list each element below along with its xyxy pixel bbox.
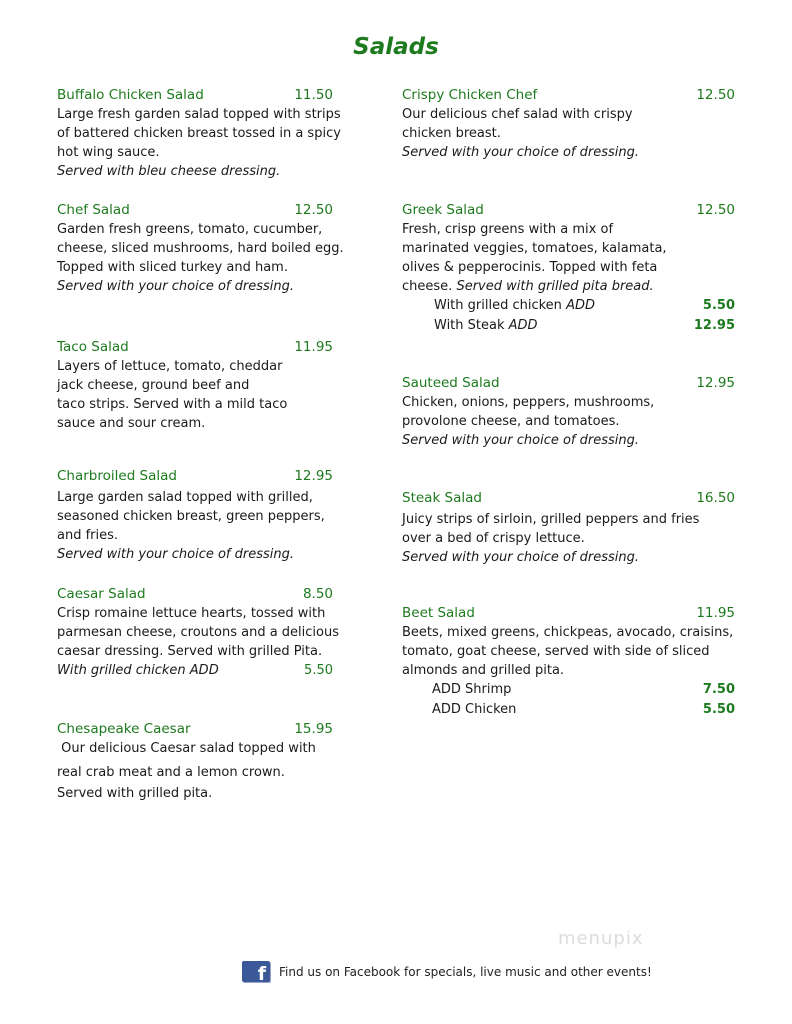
item-description: Our delicious chef salad with crispy (402, 107, 633, 122)
facebook-icon[interactable] (242, 961, 270, 982)
item-note: Served with bleu cheese dressing. (57, 164, 281, 179)
item-description: Beets, mixed greens, chickpeas, avocado, craisins, (402, 625, 734, 640)
item-description: marinated veggies, tomatoes, kalamata, (402, 241, 667, 256)
addon-label: ADD Shrimp (432, 682, 512, 697)
item-name: Sauteed Salad (402, 375, 500, 391)
item-name: Caesar Salad (57, 586, 146, 602)
item-note: Served with your choice of dressing. (57, 279, 295, 294)
item-description: Crisp romaine lettuce hearts, tossed with (57, 606, 326, 621)
item-name: Taco Salad (57, 339, 129, 355)
item-description: provolone cheese, and tomatoes. (402, 414, 620, 429)
item-price: 12.50 (696, 202, 735, 218)
menu-item-taco-salad (57, 338, 333, 433)
menu-item-greek-salad (402, 201, 735, 336)
item-name: Buffalo Chicken Salad (57, 87, 204, 103)
item-description: parmesan cheese, croutons and a delicious (57, 625, 340, 640)
item-description: Fresh, crisp greens with a mix of (402, 222, 614, 237)
addon-add: ADD (508, 318, 538, 333)
item-description: of battered chicken breast tossed in a spicy (57, 126, 341, 141)
menu-item-crispy-chicken-chef (402, 86, 735, 162)
item-description-end: cheese. (402, 279, 453, 294)
item-description: real crab meat and a lemon crown. (57, 765, 285, 780)
item-description: Garden fresh greens, tomato, cucumber, (57, 222, 323, 237)
item-name: Greek Salad (402, 202, 484, 218)
item-description: jack cheese, ground beef and (57, 378, 250, 393)
menu-item-steak-salad (402, 489, 735, 567)
item-description: Served with grilled pita. (57, 786, 213, 801)
item-addon (402, 296, 735, 316)
item-price: 12.50 (294, 202, 333, 218)
item-addon (402, 700, 735, 720)
item-price: 11.50 (294, 87, 333, 103)
addon-price: 12.95 (693, 318, 735, 333)
addon-price: 5.50 (702, 298, 735, 313)
item-price: 11.95 (696, 605, 735, 621)
item-description: Chicken, onions, peppers, mushrooms, (402, 395, 655, 410)
addon-price: 5.50 (304, 663, 333, 678)
menu-item-charbroiled-salad (57, 467, 333, 564)
item-price: 12.50 (696, 87, 735, 103)
footer-text: Find us on Facebook for specials, live music and other events! (279, 964, 652, 979)
facebook-glyph: f (257, 963, 266, 982)
item-price: 12.95 (696, 375, 735, 391)
addon-add: ADD (566, 298, 595, 313)
item-price: 12.95 (294, 468, 333, 484)
item-description: Topped with sliced turkey and ham. (57, 260, 288, 275)
item-description: tomato, goat cheese, served with side of sliced (402, 644, 710, 659)
addon-text: With Steak (434, 318, 505, 333)
item-name: Crispy Chicken Chef (402, 87, 538, 103)
item-description: olives & pepperocinis. Topped with feta (402, 260, 658, 275)
item-price: 15.95 (294, 721, 333, 737)
addon-text: With grilled chicken (434, 298, 562, 313)
item-note: Served with your choice of dressing. (402, 433, 640, 448)
item-addon (402, 680, 735, 700)
item-description: and fries. (57, 528, 119, 543)
menu-item-chef-salad (57, 201, 344, 296)
item-description: sauce and sour cream. (57, 416, 206, 431)
addon-label: ADD Chicken (432, 702, 517, 717)
menu-item-caesar-salad (57, 585, 340, 680)
item-name: Chesapeake Caesar (57, 721, 191, 737)
item-note: Served with your choice of dressing. (57, 547, 295, 562)
addon-label (434, 316, 538, 336)
item-description: Juicy strips of sirloin, grilled peppers and fries (402, 512, 700, 527)
item-description: Our delicious Caesar salad topped with (57, 741, 316, 756)
item-name: Steak Salad (402, 490, 482, 506)
addon-label (434, 296, 595, 316)
footer (242, 961, 652, 982)
item-note: Served with your choice of dressing. (402, 145, 640, 160)
item-addon (402, 316, 735, 336)
item-price: 8.50 (302, 586, 333, 602)
item-description: caesar dressing. Served with grilled Pita. (57, 644, 323, 659)
menu-item-buffalo-chicken-salad (57, 86, 341, 181)
addon-price: 5.50 (702, 702, 735, 717)
item-name: Charbroiled Salad (57, 468, 177, 484)
item-description: over a bed of crispy lettuce. (402, 531, 585, 546)
item-description: Large garden salad topped with grilled, (57, 490, 313, 505)
item-description: almonds and grilled pita. (402, 663, 565, 678)
item-name: Chef Salad (57, 202, 130, 218)
item-note: Served with grilled pita bread. (456, 279, 654, 294)
item-description: seasoned chicken breast, green peppers, (57, 509, 325, 524)
item-description: cheese, sliced mushrooms, hard boiled egg. (57, 241, 344, 256)
item-description: hot wing sauce. (57, 145, 160, 160)
item-price: 16.50 (696, 490, 735, 506)
addon-label: With grilled chicken ADD (57, 663, 219, 678)
watermark: menupix (558, 928, 644, 949)
item-addon (57, 661, 333, 680)
menu-item-chesapeake-caesar (57, 720, 333, 803)
menu-item-beet-salad (402, 604, 735, 720)
item-note: Served with your choice of dressing. (402, 550, 640, 565)
item-name: Beet Salad (402, 605, 475, 621)
item-description: chicken breast. (402, 126, 501, 141)
item-description: Large fresh garden salad topped with strips (57, 107, 341, 122)
addon-price: 7.50 (702, 682, 735, 697)
item-price: 11.95 (294, 339, 333, 355)
item-description: Layers of lettuce, tomato, cheddar (57, 359, 283, 374)
item-description (402, 277, 735, 296)
page-title: Salads (353, 34, 439, 60)
item-description: taco strips. Served with a mild taco (57, 397, 288, 412)
menu-item-sauteed-salad (402, 374, 735, 450)
